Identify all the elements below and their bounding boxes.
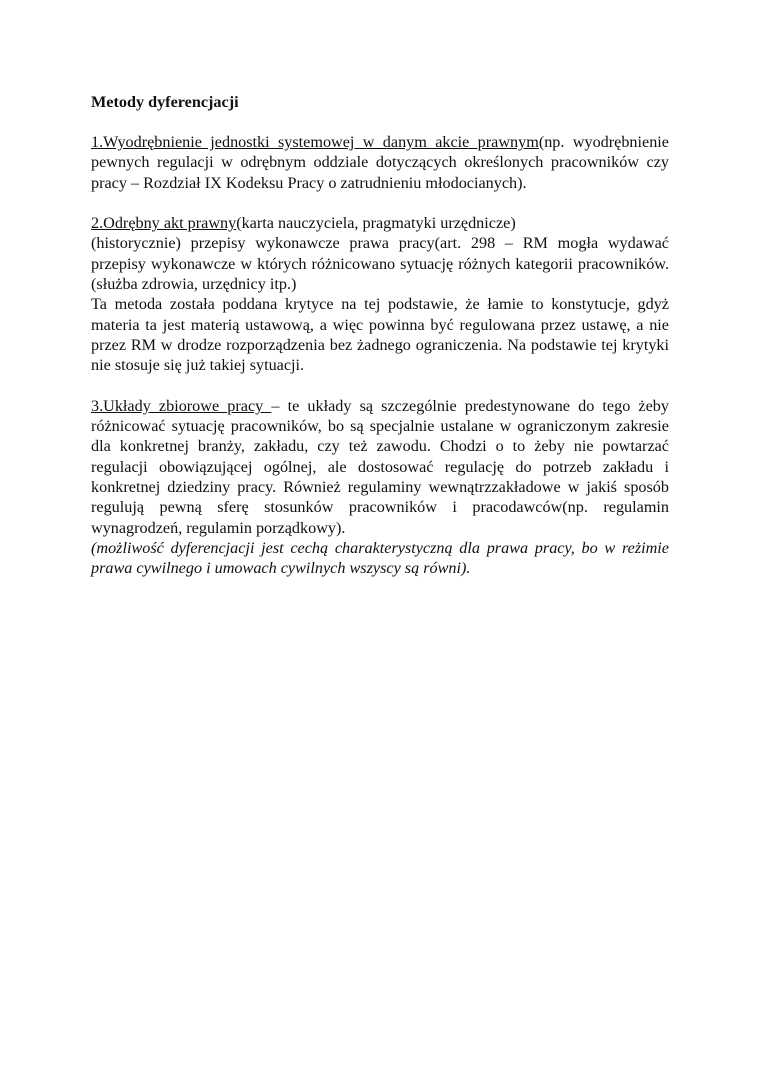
section-2-heading: 2.Odrębny akt prawny bbox=[91, 214, 237, 233]
document-body bbox=[91, 92, 669, 579]
section-2-paragraph-criticism: Ta metoda została poddana krytyce na tej podstawie, że łamie to konstytucje, gdyż materia ta jest materią ustawową, a więc powinna być regulowana przez ustawę, a nie przez RM w drodze rozporządzenia bez żadnego ograniczenia. Na podstawie tej krytyki nie stosuje się już takiej sytuacji. bbox=[91, 295, 669, 375]
paragraph-gap bbox=[91, 193, 669, 213]
section-1-text: (np. wyodrębnienie pewnych regulacji w odrębnym oddziale dotyczących określonych pracowników czy pracy – Rozdział IX Kodeksu Pracy o zatrudnieniu młodocianych). bbox=[91, 133, 669, 192]
paragraph-gap bbox=[91, 376, 669, 396]
section-1-paragraph bbox=[91, 132, 669, 193]
section-2-paragraph-historical: (historycznie) przepisy wykonawcze prawa pracy(art. 298 – RM mogła wydawać przepisy wykonawcze w których różnicowano sytuację różnych kategorii pracowników. (służba zdrowia, urzędnicy itp.) bbox=[91, 234, 669, 294]
document-title: Metody dyferencjacji bbox=[91, 93, 239, 111]
section-3-heading: 3.Układy zbiorowe pracy bbox=[91, 396, 272, 415]
section-3-note: (możliwość dyferencjacji jest cechą charakterystyczną dla prawa pracy, bo w reżimie prawa cywilnego i umowach cywilnych wszyscy są równi). bbox=[91, 538, 669, 578]
section-3-paragraph bbox=[91, 396, 669, 538]
section-1-heading: 1.Wyodrębnienie jednostki systemowej w danym akcie prawnym bbox=[91, 133, 539, 151]
section-2-intro: (karta nauczyciela, pragmatyki urzędnicze) bbox=[236, 214, 516, 233]
section-2-first-line bbox=[91, 213, 669, 233]
section-3-text: – te układy są szczególnie predestynowane do tego żeby różnicować sytuację pracowników, bo są specjalnie ustalane w ograniczonym zakresie dla konkretnej branży, zakładu, czy też zawodu. Chodzi o to żeby nie powtarzać regulacji obowiązującej ogólnej, ale dostosować regulację do potrzeb zakładu i konkretnej dziedziny pracy. Również regulaminy wewnątrzzakładowe w jakiś sposób regulują pewną sferę stosunków pracowników i pracodawców(np. regulamin wynagrodzeń, regulamin porządkowy). bbox=[91, 396, 669, 537]
